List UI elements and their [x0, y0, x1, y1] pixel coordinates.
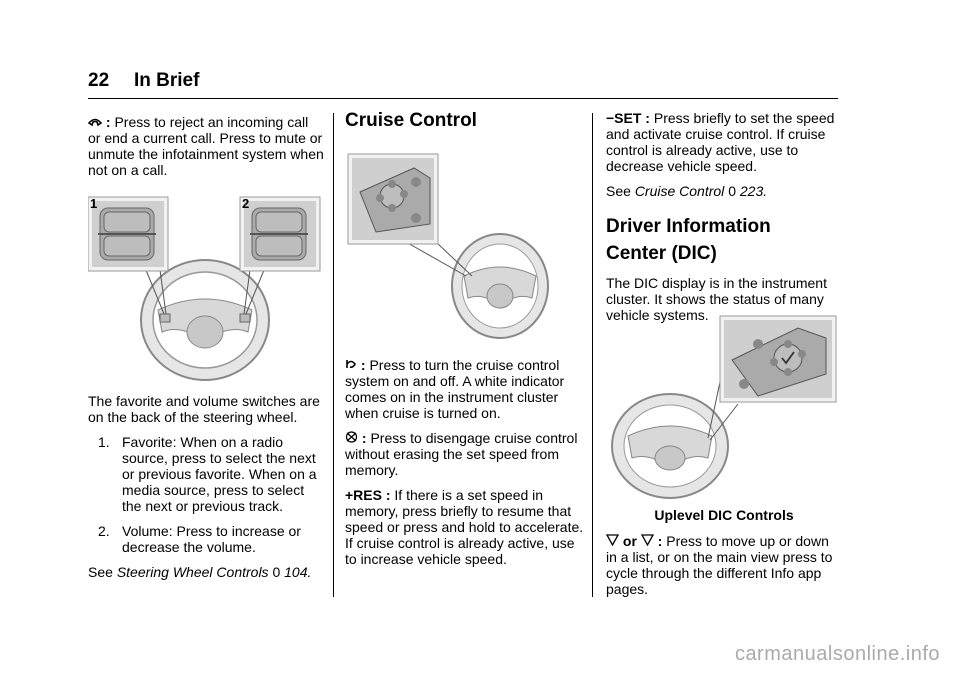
down-arrow-icon	[641, 533, 654, 549]
page-ref-arrow: 0	[728, 183, 736, 199]
page-header	[88, 70, 199, 92]
see-link[interactable]: Cruise Control	[634, 183, 725, 199]
list-item: 1. Favorite: When on a radio source, press to select the next or previous favorite. When on a media source, press to select the next or previous track.	[98, 434, 317, 514]
steering-wheel-back-figure	[88, 192, 322, 384]
cruise-control-figure	[346, 152, 550, 342]
column-1-lower	[88, 393, 324, 589]
column-3	[606, 110, 842, 332]
figure-label-2: 2	[242, 196, 250, 211]
figure-caption: Uplevel DIC Controls	[654, 507, 794, 523]
cruise-on-off-paragraph: : Press to turn the cruise control system on and off. A white indicator comes on in the instrument cluster when cruise is turned on.	[345, 357, 565, 421]
dic-description: The DIC display is in the instrument cluster. It shows the status of many vehicle systems.	[606, 275, 827, 323]
list-item: 2. Volume: Press to increase or decrease the volume.	[98, 523, 301, 555]
see-link[interactable]: Steering Wheel Controls	[116, 564, 269, 580]
see-reference-cruise: See Cruise Control 0 223.	[606, 183, 768, 199]
cruise-control-heading: Cruise Control	[345, 110, 477, 131]
column-divider-1	[333, 113, 334, 597]
set-paragraph: −SET : Press briefly to set the speed and activate cruise control. If cruise control is already active, use to decrease vehicle speed.	[606, 110, 835, 174]
column-divider-2	[592, 113, 593, 597]
resume-paragraph: +RES : If there is a set speed in memory, press briefly to resume that speed or press and hold to accelerate. If cruise control is already active, use to increase vehicle speed.	[345, 487, 584, 567]
figure-label-1: 1	[90, 196, 98, 211]
cruise-cancel-icon	[345, 430, 358, 446]
cruise-cancel-paragraph: : Press to disengage cruise control without erasing the set speed from memory.	[345, 430, 578, 478]
dic-heading: Driver Information Center (DIC)	[606, 216, 771, 264]
up-arrow-icon	[606, 533, 619, 549]
cruise-on-off-icon	[345, 357, 357, 373]
column-2	[345, 110, 585, 141]
column-3-lower	[606, 507, 842, 606]
see-reference: See Steering Wheel Controls 0 104.	[88, 564, 312, 580]
page-number: 22	[88, 70, 110, 91]
section-title: In Brief	[134, 70, 200, 91]
column-1	[88, 114, 324, 187]
column-2-lower	[345, 357, 585, 576]
end-call-icon	[88, 114, 102, 130]
navigate-paragraph: or : Press to move up or down in a list, or on the main view press to cycle through the different Info app pages.	[606, 533, 833, 597]
dic-controls-figure	[608, 314, 838, 500]
switch-list	[88, 434, 324, 555]
watermark: carmanualsonline.info	[734, 643, 940, 665]
switches-paragraph: The favorite and volume switches are on the back of the steering wheel.	[88, 393, 320, 425]
page-ref-arrow: 0	[272, 564, 281, 580]
end-call-paragraph: : Press to reject an incoming call or end a current call. Press to mute or unmute the infotainment system when not on a call.	[88, 114, 324, 178]
header-rule	[88, 98, 838, 99]
